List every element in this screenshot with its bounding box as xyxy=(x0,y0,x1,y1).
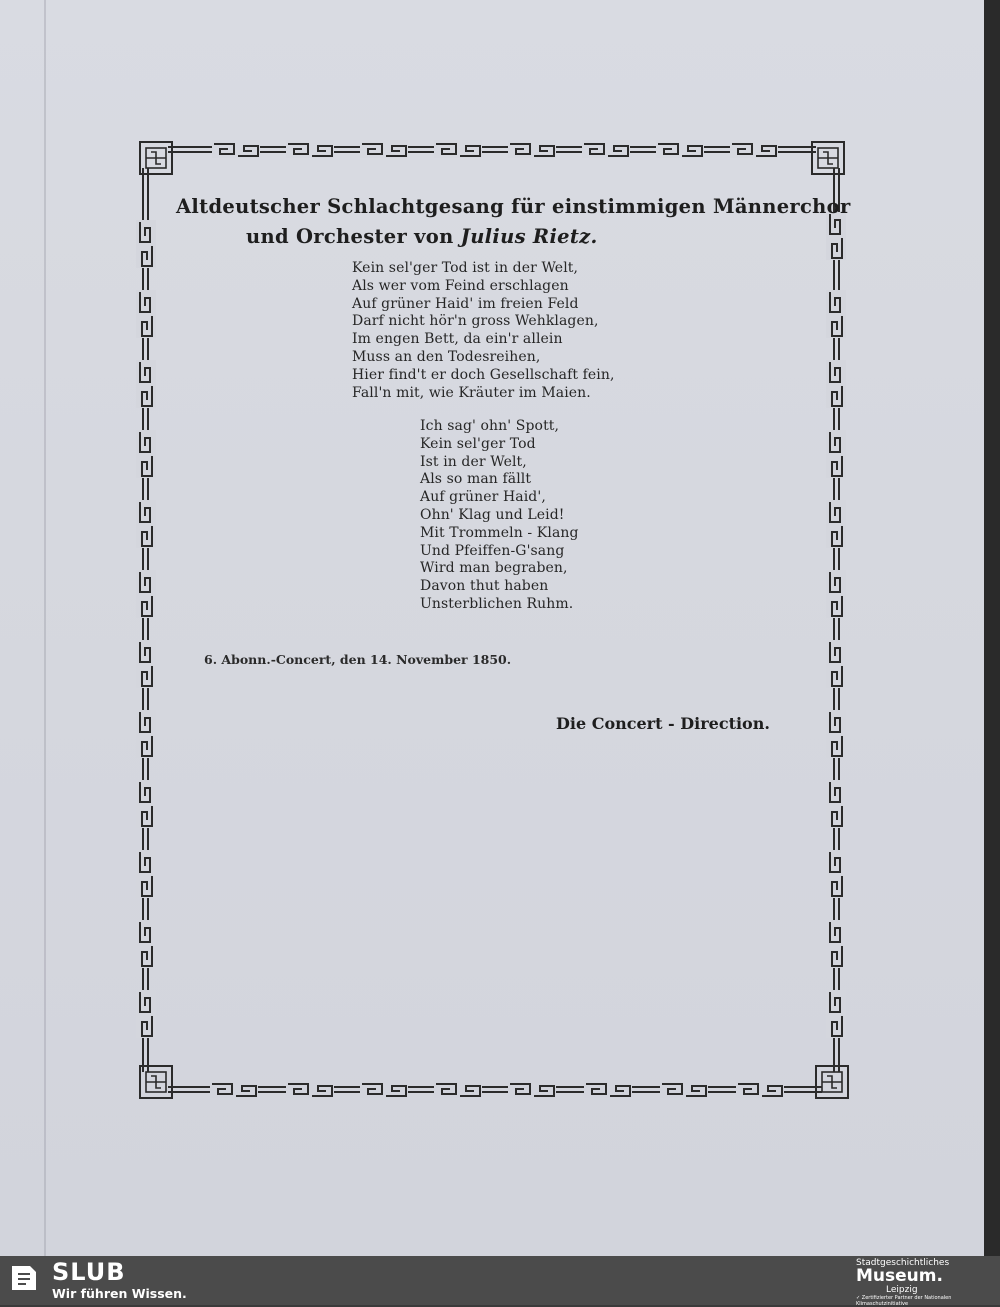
verse-line: Ich sag' ohn' Spott, xyxy=(420,418,560,434)
verse-line: Als so man fällt xyxy=(420,471,532,488)
verse-line: Und Pfeiffen-G'sang xyxy=(420,542,565,559)
museum-name: Museum. xyxy=(856,1266,943,1286)
museum-note: ✓ Zertifizierter Partner der Nationalen Klimaschutzinitiative xyxy=(856,1295,952,1307)
title-line-1: Altdeutscher Schlachtgesang für einstimmigen Männerchor xyxy=(176,195,851,218)
museum-city: Leipzig xyxy=(886,1285,918,1295)
signature: Die Concert - Direction. xyxy=(556,714,770,733)
verse-line: Auf grüner Haid', xyxy=(420,489,546,506)
verse-line: Unsterblichen Ruhm. xyxy=(420,595,574,612)
verse-line: Im engen Bett, da ein'r allein xyxy=(352,331,563,348)
verse-line: Davon thut haben xyxy=(420,578,549,595)
verse-line: Ist in der Welt, xyxy=(420,453,527,470)
museum-logo[interactable] xyxy=(856,1258,986,1307)
title-line-2 xyxy=(176,222,836,252)
stanza-2 xyxy=(420,418,579,614)
verse-line: Auf grüner Haid' im freien Feld xyxy=(352,295,579,312)
title-line-2-prefix: und Orchester von xyxy=(246,225,454,248)
verse-line: Mit Trommeln - Klang xyxy=(420,524,579,541)
concert-date: 6. Abonn.-Concert, den 14. November 1850. xyxy=(204,652,512,667)
verse-line: Wird man begraben, xyxy=(420,560,568,577)
verse-line: Als wer vom Feind erschlagen xyxy=(352,277,569,294)
composer-name: Julius Rietz. xyxy=(460,225,598,248)
viewer-footer xyxy=(0,1256,1000,1305)
library-name[interactable]: SLUB xyxy=(52,1258,126,1286)
verse-line: Kein sel'ger Tod xyxy=(420,435,536,452)
verse-line: Kein sel'ger Tod ist in der Welt, xyxy=(352,260,579,276)
verse-line: Fall'n mit, wie Kräuter im Maien. xyxy=(352,384,591,401)
document-title xyxy=(176,192,851,252)
museum-small-label: Stadtgeschichtliches xyxy=(856,1258,950,1268)
verse-line: Muss an den Todesreihen, xyxy=(352,348,541,365)
verse-line: Ohn' Klag und Leid! xyxy=(420,506,565,523)
slub-logo-icon[interactable] xyxy=(8,1262,40,1294)
verse-line: Hier find't er doch Gesellschaft fein, xyxy=(352,366,615,383)
stanza-1 xyxy=(352,260,615,402)
verse-line: Darf nicht hör'n gross Wehklagen, xyxy=(352,313,599,330)
library-tagline: Wir führen Wissen. xyxy=(52,1286,187,1301)
